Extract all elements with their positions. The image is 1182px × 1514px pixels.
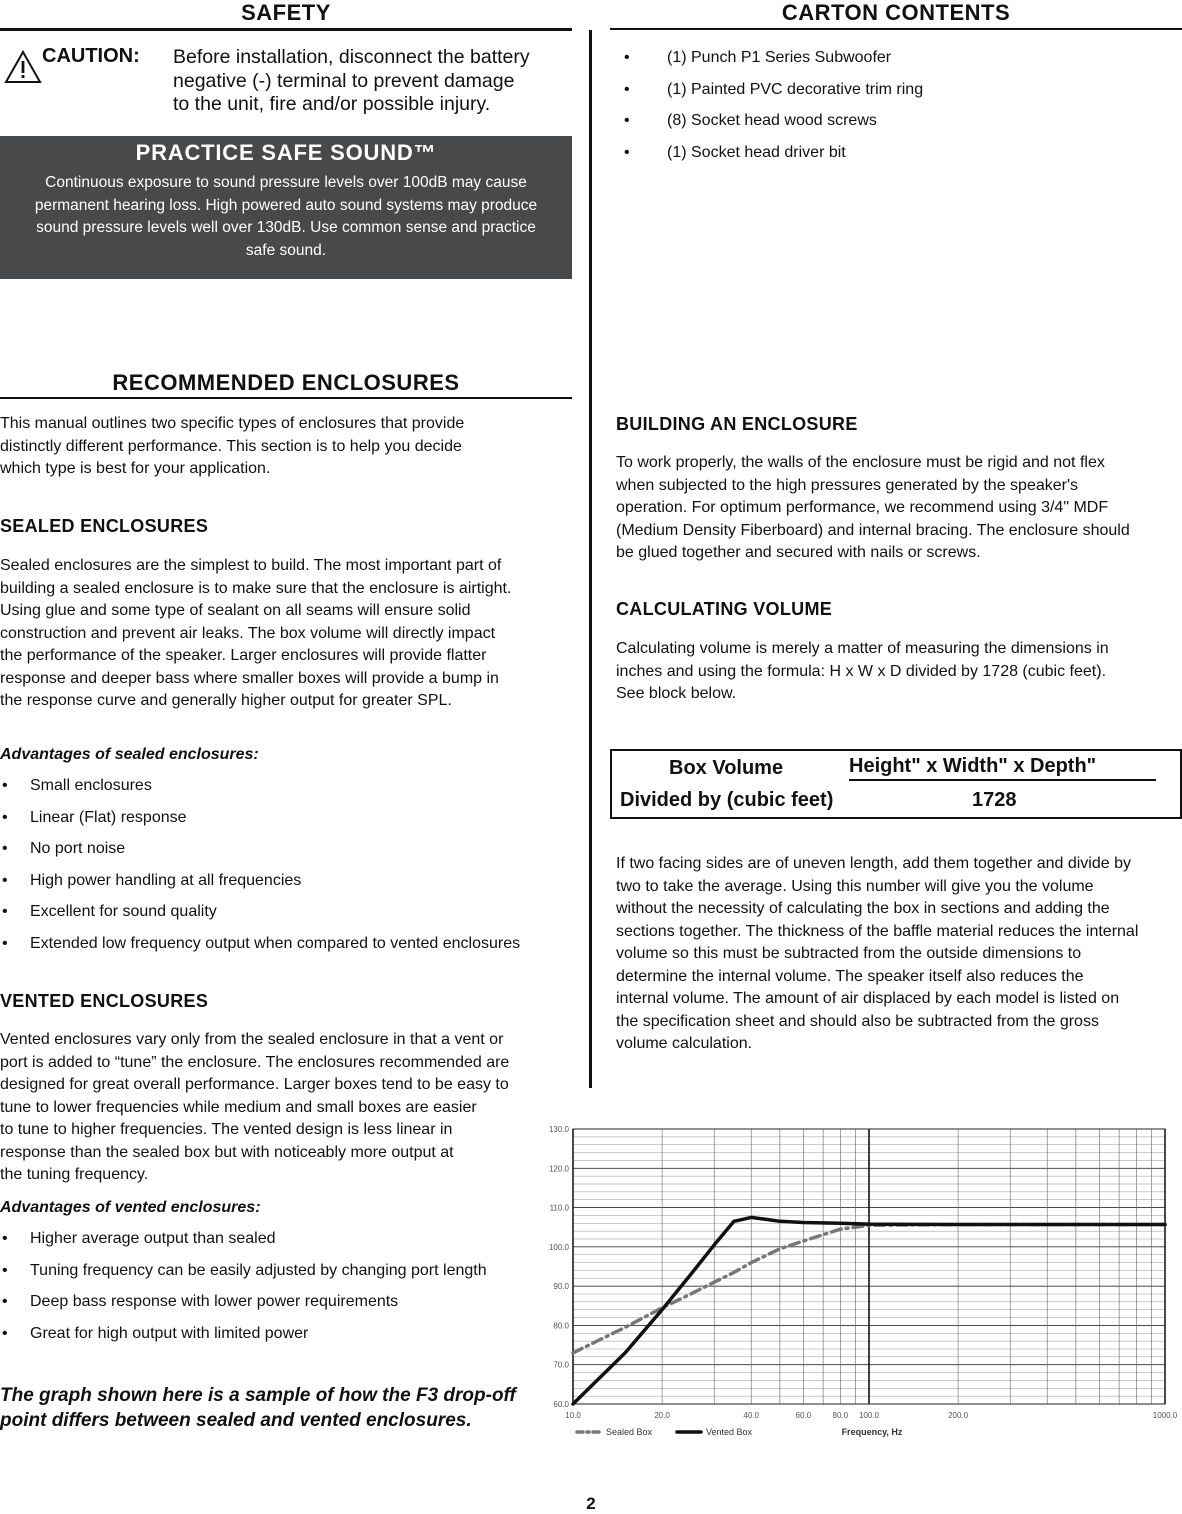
text-line: response and deeper bass where smaller boxes will provide a bump in xyxy=(0,669,499,687)
sealed-advantages-title: Advantages of sealed enclosures: xyxy=(0,746,259,763)
practice-safe-sound-title: PRACTICE SAFE SOUND™ xyxy=(135,140,437,165)
list-item: • Linear (Flat) response xyxy=(0,807,575,839)
graph-caption xyxy=(0,1383,516,1433)
legend-label: Vented Box xyxy=(706,1427,753,1437)
sealed-body xyxy=(0,555,511,713)
text-line: port is added to “tune” the enclosure. The enclosures recommended are xyxy=(0,1053,510,1071)
text-line: Sealed enclosures are the simplest to build. The most important part of xyxy=(0,557,502,574)
text-line: This manual outlines two specific types of enclosures that provide xyxy=(0,415,465,432)
text-line: operation. For optimum performance, we recommend using 3/4" MDF xyxy=(616,499,1109,516)
x-axis-label: Frequency, Hz xyxy=(841,1427,903,1437)
recommended-rule xyxy=(0,397,572,399)
text-line: designed for great overall performance. Larger boxes tend to be easy to xyxy=(0,1076,509,1093)
list-item: • (1) Painted PVC decorative trim ring xyxy=(622,79,1162,111)
vented-advantages-title: Advantages of vented enclosures: xyxy=(0,1199,261,1216)
x-tick-label: 100.0 xyxy=(858,1411,880,1420)
text-line: to tune to higher frequencies. The vented design is less linear in xyxy=(0,1121,453,1138)
practice-safe-sound-body: Continuous exposure to sound pressure levels over 100dB may cause permanent hearing loss. High powered auto sound systems may produce sound pressure levels well over 130dB. Use common sense and practice safe sound. xyxy=(34,174,538,259)
list-item: • Extended low frequency output when compared to vented enclosures xyxy=(0,933,575,965)
text-line: tune to lower frequencies while medium and small boxes are easier xyxy=(0,1098,477,1116)
list-item: • Tuning frequency can be easily adjusted by changing port length xyxy=(0,1260,540,1292)
x-tick-label: 1000.0 xyxy=(1152,1411,1178,1420)
y-tick-label: 100.0 xyxy=(548,1242,569,1252)
text-line: volume calculation. xyxy=(616,1035,753,1052)
text-line: determine the internal volume. The speaker itself also reduces the xyxy=(616,967,1084,985)
carton-contents-list xyxy=(622,47,1162,173)
list-item: • Small enclosures xyxy=(0,775,575,807)
text-line: distinctly different performance. This section is to help you decide xyxy=(0,437,462,455)
text-line: (Medium Density Fiberboard) and internal bracing. The enclosure should xyxy=(616,521,1130,539)
caution-text xyxy=(173,46,530,117)
list-item: • Higher average output than sealed xyxy=(0,1228,540,1260)
x-tick-label: 20.0 xyxy=(654,1411,670,1420)
list-item: • Deep bass response with lower power requirements xyxy=(0,1291,540,1323)
vented-heading: VENTED ENCLOSURES xyxy=(0,991,209,1011)
warning-triangle-icon xyxy=(4,50,42,84)
text-line: the tuning frequency. xyxy=(0,1166,149,1183)
x-tick-label: 200.0 xyxy=(948,1411,969,1420)
text-line: sections together. The thickness of the baffle material reduces the internal xyxy=(616,922,1139,940)
text-line: the specification sheet and should also be subtracted from the gross xyxy=(616,1012,1099,1030)
sealed-advantages-list xyxy=(0,775,575,964)
y-tick-label: 90.0 xyxy=(553,1282,569,1292)
text-line: Using glue and some type of sealant on all seams will ensure solid xyxy=(0,602,471,619)
text-line: internal volume. The amount of air displaced by each model is listed on xyxy=(616,990,1120,1007)
recommended-enclosures-heading: RECOMMENDED ENCLOSURES xyxy=(112,370,460,395)
caution-line: negative (-) terminal to prevent damage xyxy=(173,69,515,92)
text-line: building a sealed enclosure is to make sure that the enclosure is airtight. xyxy=(0,579,512,597)
vented-body xyxy=(0,1029,509,1187)
x-tick-label: 40.0 xyxy=(743,1411,759,1420)
formula-numerator: Height" x Width" x Depth" xyxy=(849,755,1156,781)
text-line: If two facing sides are of uneven length, add them together and divide by xyxy=(616,855,1131,872)
text-line: See block below. xyxy=(616,685,737,702)
practice-safe-sound-box xyxy=(0,136,572,279)
text-line: two to take the average. Using this number will give you the volume xyxy=(616,877,1094,895)
text-line: volume so this must be subtracted from the outside dimensions to xyxy=(616,945,1082,962)
list-item: • Great for high output with limited power xyxy=(0,1323,540,1355)
text-line: Vented enclosures vary only from the sealed enclosure in that a vent or xyxy=(0,1031,504,1048)
caution-line: Before installation, disconnect the battery xyxy=(173,46,530,68)
x-tick-label: 60.0 xyxy=(795,1411,812,1420)
safety-rule xyxy=(0,28,572,31)
frequency-response-chart xyxy=(535,1120,1182,1442)
y-tick-label: 110.0 xyxy=(549,1203,569,1213)
text-line: inches and using the formula: H x W x D divided by 1728 (cubic feet). xyxy=(616,662,1107,680)
list-item: • No port noise xyxy=(0,838,575,870)
text-line: without the necessity of calculating the box in sections and adding the xyxy=(616,900,1110,917)
carton-contents-heading: CARTON CONTENTS xyxy=(781,0,1011,25)
caption-line: The graph shown here is a sample of how the F3 drop-off xyxy=(0,1385,516,1406)
legend-label: Sealed Box xyxy=(606,1427,653,1437)
calculating-heading: CALCULATING VOLUME xyxy=(616,599,833,619)
x-tick-label: 10.0 xyxy=(565,1411,581,1420)
vented-advantages-list xyxy=(0,1228,540,1354)
chart-grid xyxy=(573,1129,1165,1404)
calculating-body xyxy=(616,638,1109,706)
carton-rule xyxy=(610,28,1182,30)
box-volume-label: Box Volume xyxy=(669,757,784,779)
text-line: Calculating volume is merely a matter of measuring the dimensions in xyxy=(616,640,1109,657)
building-body xyxy=(616,452,1130,565)
list-item: • High power handling at all frequencies xyxy=(0,870,575,902)
text-line: the performance of the speaker. Larger enclosures will provide flatter xyxy=(0,647,487,664)
caption-line: point differs between sealed and vented enclosures. xyxy=(0,1410,472,1431)
y-tick-label: 60.0 xyxy=(553,1400,569,1409)
formula-denominator: 1728 xyxy=(972,789,1017,811)
x-tick-label: 80.0 xyxy=(832,1411,849,1420)
recommended-intro xyxy=(0,413,464,481)
y-tick-label: 120.0 xyxy=(548,1164,569,1174)
list-item: • (1) Punch P1 Series Subwoofer xyxy=(622,47,1162,79)
divided-by-label: Divided by (cubic feet) xyxy=(620,789,834,811)
text-line: construction and prevent air leaks. The box volume will directly impact xyxy=(0,624,496,642)
caution-line: to the unit, fire and/or possible injury. xyxy=(173,93,491,115)
text-line: which type is best for your application. xyxy=(0,460,271,477)
chart-legend xyxy=(577,1427,753,1437)
y-tick-label: 130.0 xyxy=(548,1125,569,1134)
text-line: the response curve and generally higher output for greater SPL. xyxy=(0,692,452,709)
text-line: To work properly, the walls of the enclosure must be rigid and not flex xyxy=(616,454,1105,471)
uneven-sides-body xyxy=(616,853,1138,1056)
chart-ticks xyxy=(549,1125,1178,1437)
page-number: 2 xyxy=(586,1494,596,1513)
safety-heading: SAFETY xyxy=(241,0,331,25)
text-line: when subjected to the high pressures generated by the speaker's xyxy=(616,476,1079,494)
y-tick-label: 70.0 xyxy=(553,1360,569,1370)
list-item: • (1) Socket head driver bit xyxy=(622,142,1162,174)
column-divider xyxy=(589,30,592,1088)
text-line: be glued together and secured with nails or screws. xyxy=(616,544,981,561)
y-tick-label: 80.0 xyxy=(553,1321,569,1331)
building-heading: BUILDING AN ENCLOSURE xyxy=(616,414,858,434)
box-volume-formula xyxy=(610,749,1182,819)
sealed-heading: SEALED ENCLOSURES xyxy=(0,516,209,536)
list-item: • (8) Socket head wood screws xyxy=(622,110,1162,142)
caution-label: CAUTION: xyxy=(42,45,140,67)
text-line: response than the sealed box but with noticeably more output at xyxy=(0,1143,454,1161)
list-item: • Excellent for sound quality xyxy=(0,901,575,933)
